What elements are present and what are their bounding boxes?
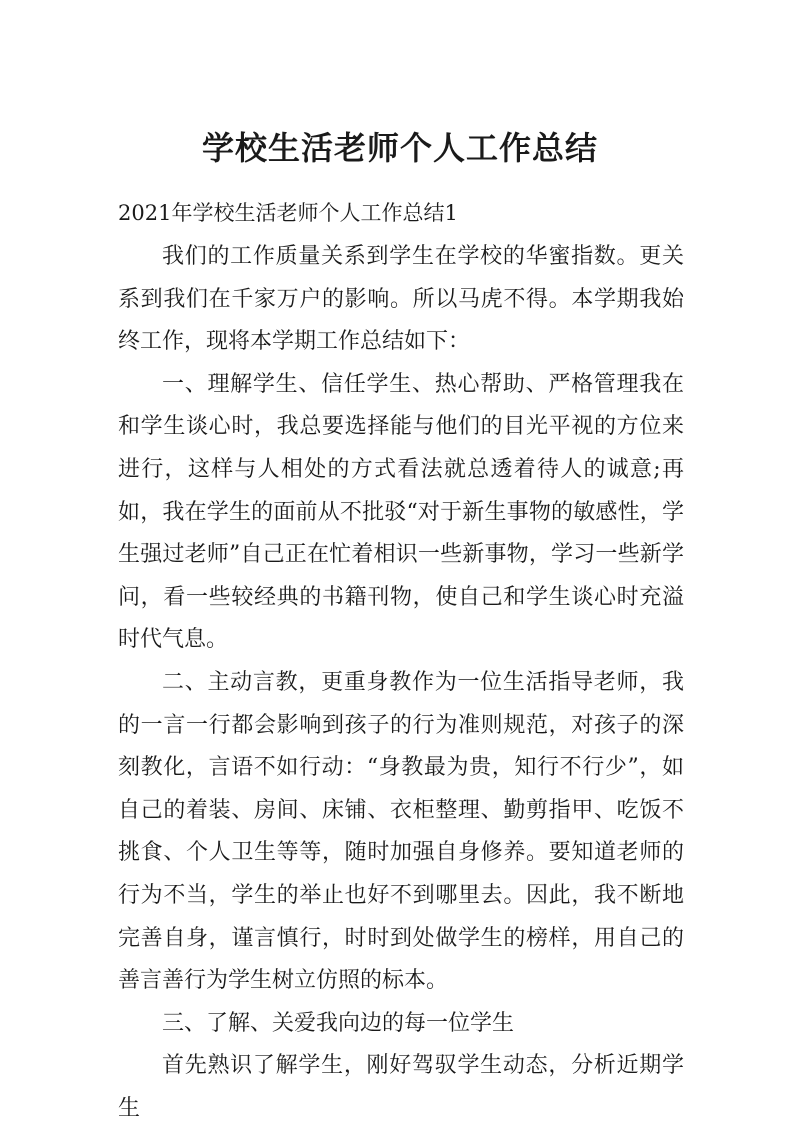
paragraph-section-one: 一、理解学生、信任学生、热心帮助、严格管理我在和学生谈心时，我总要选择能与他们的目光平视的方位来进行，这样与人相处的方式看法就总透着待人的诚意;再如，我在学生的面前从不批驳“对于新生事物的敏感性，学生强过老师”自己正在忙着相识一些新事物，学习一些新学问，看一些较经典的书籍刊物，使自己和学生谈心时充溢时代气息。 [118, 371, 684, 653]
document-subtitle: 2021年学校生活老师个人工作总结1 [118, 201, 458, 225]
paragraph-section-two: 二、主动言教，更重身教作为一位生活指导老师，我的一言一行都会影响到孩子的行为准则规范，对孩子的深刻教化，言语不如行动：“身教最为贵，知行不行少”，如自己的着装、房间、床铺、衣柜整理、勤剪指甲、吃饭不挑食、个人卫生等等，随时加强自身修养。要知道老师的行为不当，学生的举止也好不到哪里去。因此，我不断地完善自身，谨言慎行，时时到处做学生的榜样，用自己的善言善行为学生树立仿照的标本。 [118, 669, 684, 994]
document-body [118, 236, 684, 1130]
document-title: 学校生活老师个人工作总结 [201, 129, 598, 167]
paragraph-section-three: 首先熟识了解学生，刚好驾驭学生动态，分析近期学生 [118, 1053, 684, 1121]
section-three-heading: 三、了解、关爱我向边的每一位学生 [162, 1010, 515, 1036]
paragraph-intro: 我们的工作质量关系到学生在学校的华蜜指数。更关系到我们在千家万户的影响。所以马虎不得。本学期我始终工作，现将本学期工作总结如下： [118, 244, 684, 355]
